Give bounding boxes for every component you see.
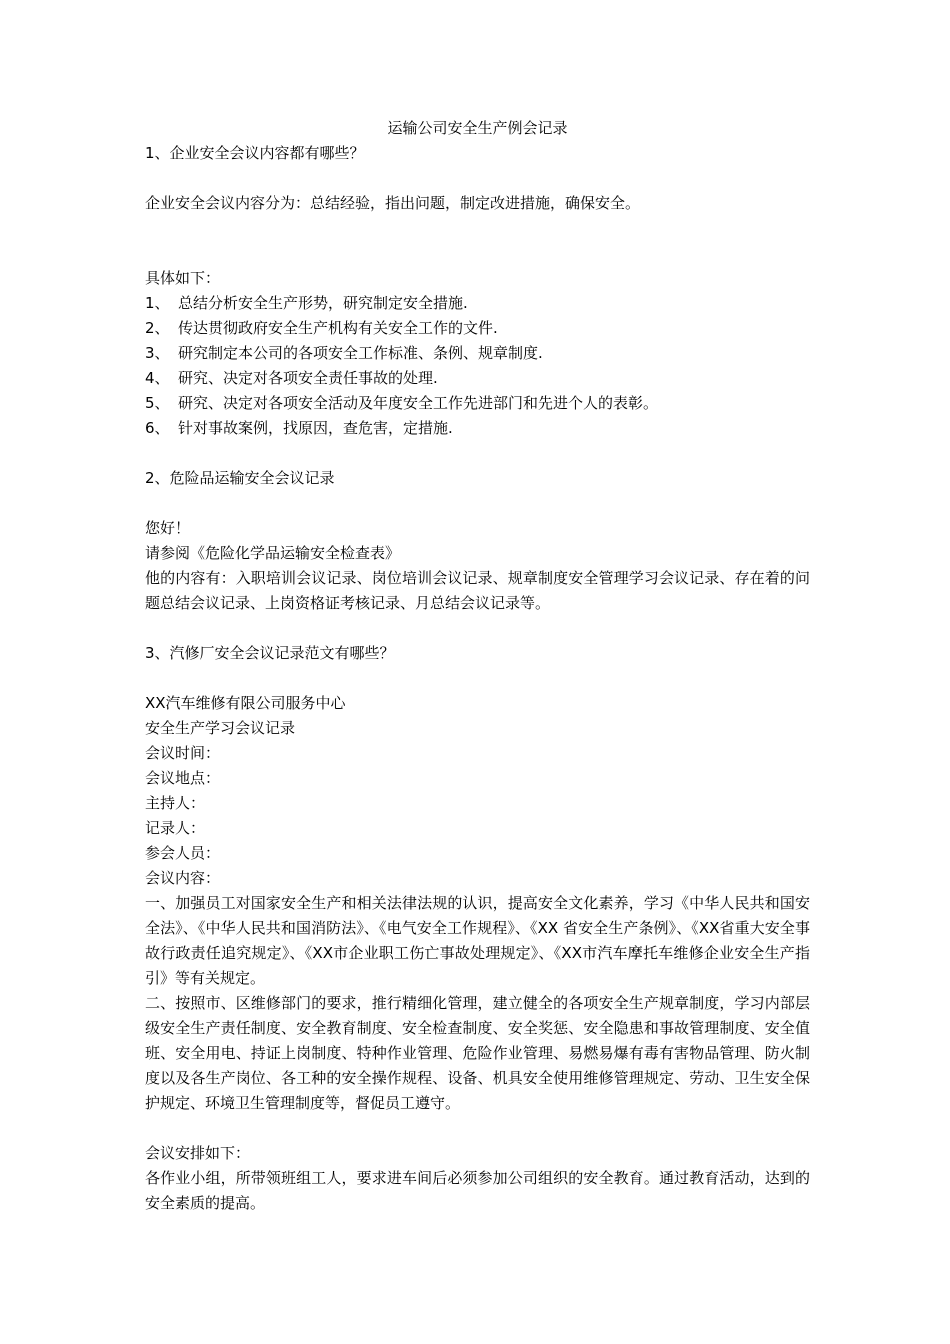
list-item [145, 366, 810, 391]
arrangement-heading: 会议安排如下： [145, 1144, 251, 1162]
list-item-number: 3、 [145, 344, 170, 362]
list-item-text: 针对事故案例，找原因，查危害，定措施. [178, 419, 453, 437]
list-item [145, 391, 810, 416]
details-heading: 具体如下： [145, 269, 221, 287]
list-item [145, 341, 810, 366]
list-item-text: 研究、决定对各项安全责任事故的处理. [178, 369, 438, 387]
list-item-text: 总结分析安全生产形势，研究制定安全措施. [178, 294, 468, 312]
document-page [145, 116, 810, 1216]
meeting-place: 会议地点： [145, 769, 221, 787]
arrangement-text: 各作业小组，所带领班组工人，要求进车间后必须参加公司组织的安全教育。通过教育活动，达到的安全素质的提高。 [145, 1169, 810, 1212]
list-item-number: 4、 [145, 369, 170, 387]
list-item [145, 291, 810, 316]
company-name: XX汽车维修有限公司服务中心 [145, 694, 346, 712]
question-2-content: 他的内容有：入职培训会议记录、岗位培训会议记录、规章制度安全管理学习会议记录、存在着的问题总结会议记录、上岗资格证考核记录、月总结会议记录等。 [145, 569, 810, 612]
list-item-text: 研究制定本公司的各项安全工作标准、条例、规章制度. [178, 344, 543, 362]
question-1: 1、企业安全会议内容都有哪些？ [145, 144, 365, 162]
list-item [145, 316, 810, 341]
meeting-content-label: 会议内容： [145, 869, 221, 887]
meeting-recorder: 记录人： [145, 819, 206, 837]
meeting-time: 会议时间： [145, 744, 221, 762]
document-title: 运输公司安全生产例会记录 [387, 119, 568, 137]
content-item-1: 一、加强员工对国家安全生产和相关法律法规的认识，提高安全文化素养，学习《中华人民共和国安全法》、《中华人民共和国消防法》、《电气安全工作规程》、《XX 省安全生产条例》、《XX省重大安全事故行政责任追究规定》、《XX市企业职工伤亡事故处理规定》、《XX市汽车摩托车维修企业安全生产指引》等有关规定。 [145, 894, 810, 987]
measures-list [145, 291, 810, 441]
list-item-number: 1、 [145, 294, 170, 312]
reference-line: 请参阅《危险化学品运输安全检查表》 [145, 544, 401, 562]
meeting-attendees: 参会人员： [145, 844, 221, 862]
record-title: 安全生产学习会议记录 [145, 719, 296, 737]
question-1-answer: 企业安全会议内容分为：总结经验，指出问题，制定改进措施，确保安全。 [145, 194, 641, 212]
content-item-2: 二、按照市、区维修部门的要求，推行精细化管理，建立健全的各项安全生产规章制度，学习内部层级安全生产责任制度、安全教育制度、安全检查制度、安全奖惩、安全隐患和事故管理制度、安全值班、安全用电、持证上岗制度、特种作业管理、危险作业管理、易燃易爆有毒有害物品管理、防火制度以及各生产岗位、各工种的安全操作规程、设备、机具安全使用维修管理规定、劳动、卫生安全保护规定、环境卫生管理制度等，督促员工遵守。 [145, 994, 810, 1112]
list-item-number: 2、 [145, 319, 170, 337]
question-3: 3、汽修厂安全会议记录范文有哪些？ [145, 644, 395, 662]
list-item-number: 5、 [145, 394, 170, 412]
list-item [145, 416, 810, 441]
question-2: 2、危险品运输安全会议记录 [145, 469, 335, 487]
list-item-number: 6、 [145, 419, 170, 437]
list-item-text: 传达贯彻政府安全生产机构有关安全工作的文件. [178, 319, 498, 337]
meeting-host: 主持人： [145, 794, 206, 812]
greeting: 您好！ [145, 519, 191, 537]
list-item-text: 研究、决定对各项安全活动及年度安全工作先进部门和先进个人的表彰。 [178, 394, 659, 412]
